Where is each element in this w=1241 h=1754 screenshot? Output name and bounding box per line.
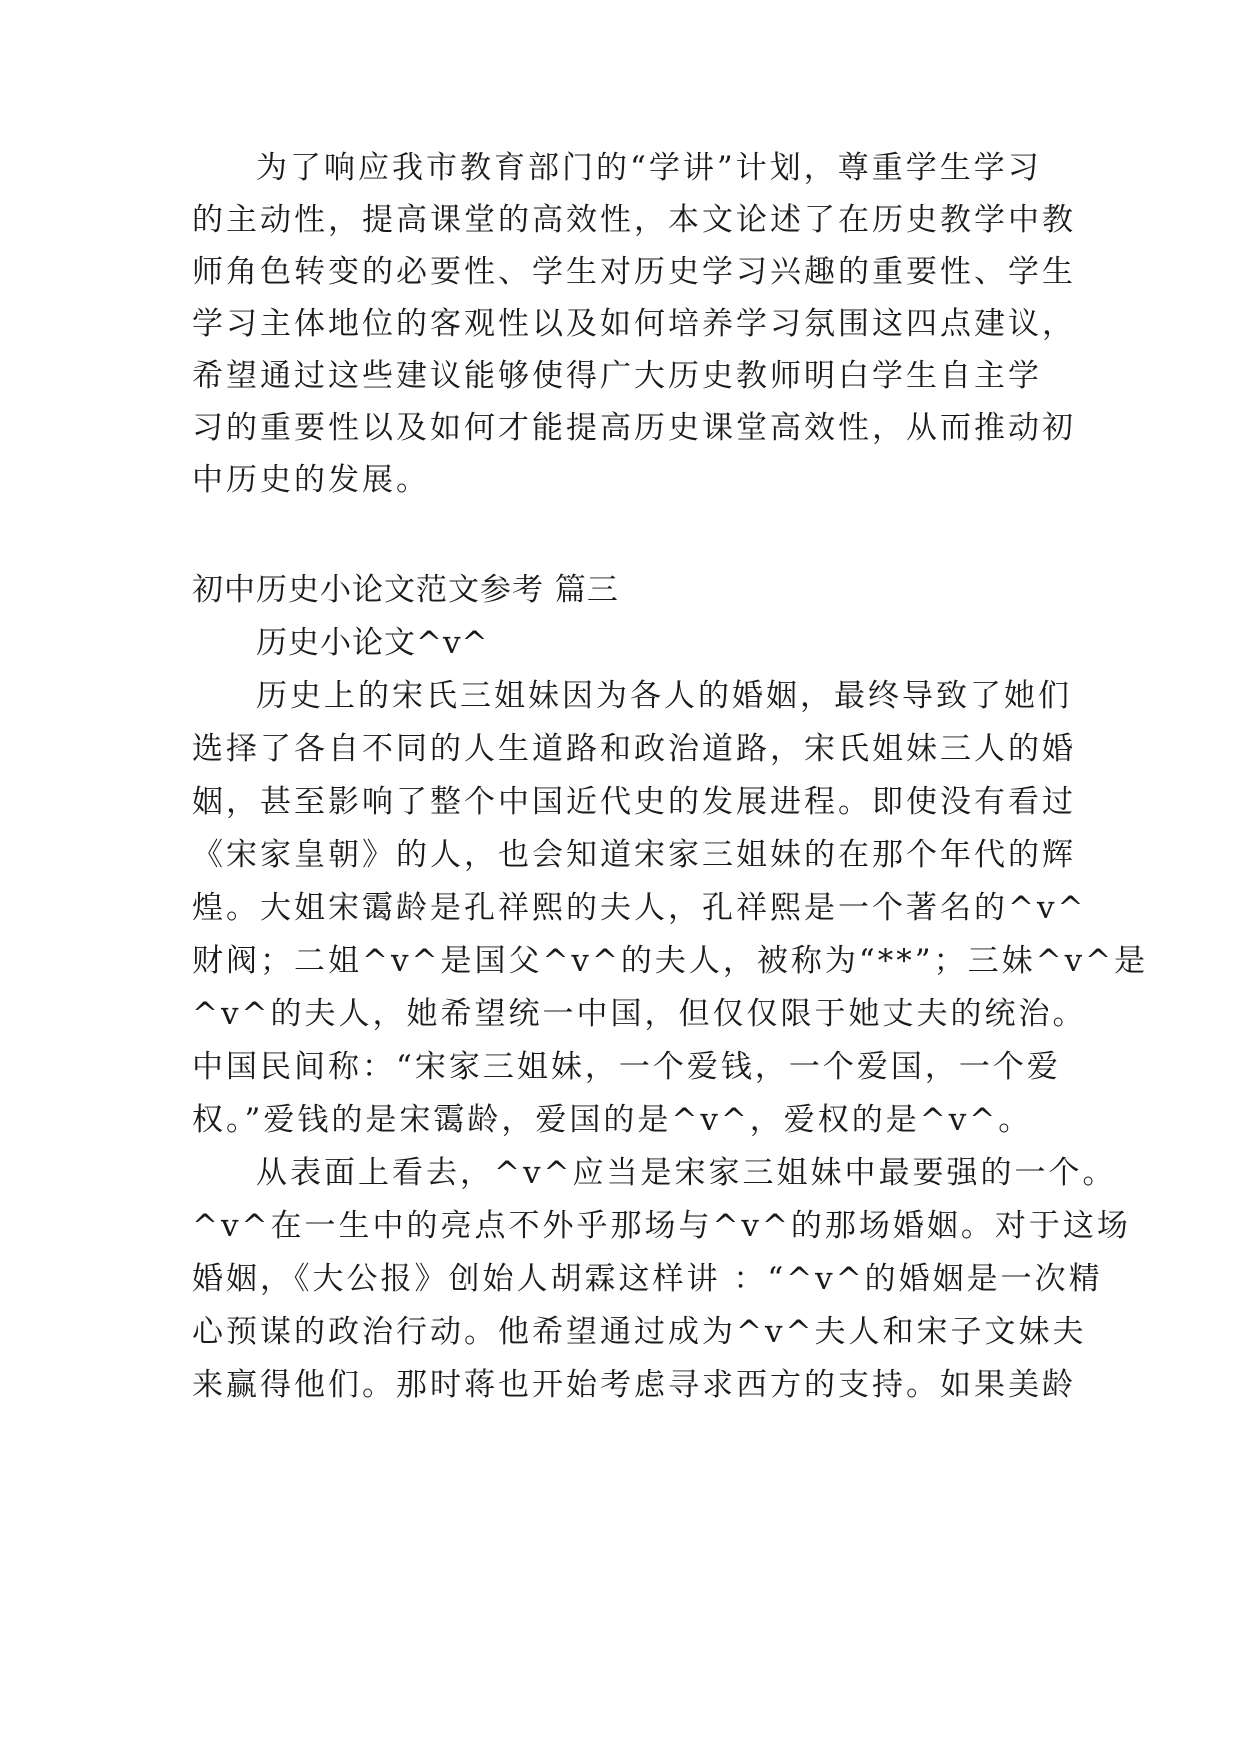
paragraph-2-line-2: 选择了各自不同的人生道路和政治道路，宋氏姐妹三人的婚	[192, 731, 1076, 767]
paragraph-2-line-8: 中国民间称：“宋家三姐妹，一个爱钱，一个爱国，一个爱	[192, 1049, 1061, 1085]
paragraph-1-line-7: 中历史的发展。	[192, 462, 430, 498]
paragraph-1-line-5: 希望通过这些建议能够使得广大历史教师明白学生自主学	[192, 358, 1042, 394]
paragraph-3-line-3: 婚姻，《大公报》创始人胡霖这样讲 ：“^v^的婚姻是一次精	[192, 1261, 1103, 1297]
paragraph-2-line-3: 姻，甚至影响了整个中国近代史的发展进程。即使没有看过	[192, 784, 1076, 820]
paragraph-1-line-3: 师角色转变的必要性、学生对历史学习兴趣的重要性、学生	[192, 254, 1076, 290]
paragraph-3-line-2: ^v^在一生中的亮点不外乎那场与^v^的那场婚姻。对于这场	[192, 1208, 1131, 1244]
paragraph-1-line-6: 习的重要性以及如何才能提高历史课堂高效性，从而推动初	[192, 410, 1076, 446]
paragraph-1-line-1: 为了响应我市教育部门的“学讲”计划，尊重学生学习	[256, 150, 1042, 186]
paragraph-3-line-4: 心预谋的政治行动。他希望通过成为^v^夫人和宋子文妹夫	[192, 1314, 1087, 1350]
paragraph-3-line-1: 从表面上看去，^v^应当是宋家三姐妹中最要强的一个。	[256, 1155, 1117, 1191]
paragraph-2-line-4: 《宋家皇朝》的人，也会知道宋家三姐妹的在那个年代的辉	[192, 837, 1076, 873]
paragraph-1-line-2: 的主动性，提高课堂的高效性，本文论述了在历史教学中教	[192, 202, 1076, 238]
section-subtitle: 历史小论文^v^	[256, 625, 489, 661]
paragraph-1-line-4: 学习主体地位的客观性以及如何培养学习氛围这四点建议，	[192, 306, 1076, 342]
paragraph-2-line-6: 财阀；二姐^v^是国父^v^的夫人，被称为“**”；三妹^v^是	[192, 943, 1149, 979]
paragraph-2-line-1: 历史上的宋氏三姐妹因为各人的婚姻，最终导致了她们	[256, 678, 1072, 714]
paragraph-2-line-9: 权。”爱钱的是宋霭龄，爱国的是^v^，爱权的是^v^。	[192, 1102, 1033, 1138]
paragraph-3-line-5: 来赢得他们。那时蒋也开始考虑寻求西方的支持。如果美龄	[192, 1367, 1076, 1403]
section-heading: 初中历史小论文范文参考 篇三	[192, 572, 619, 608]
paragraph-2-line-7: ^v^的夫人，她希望统一中国，但仅仅限于她丈夫的统治。	[192, 996, 1087, 1032]
paragraph-2-line-5: 煌。大姐宋霭龄是孔祥熙的夫人，孔祥熙是一个著名的^v^	[192, 890, 1087, 926]
